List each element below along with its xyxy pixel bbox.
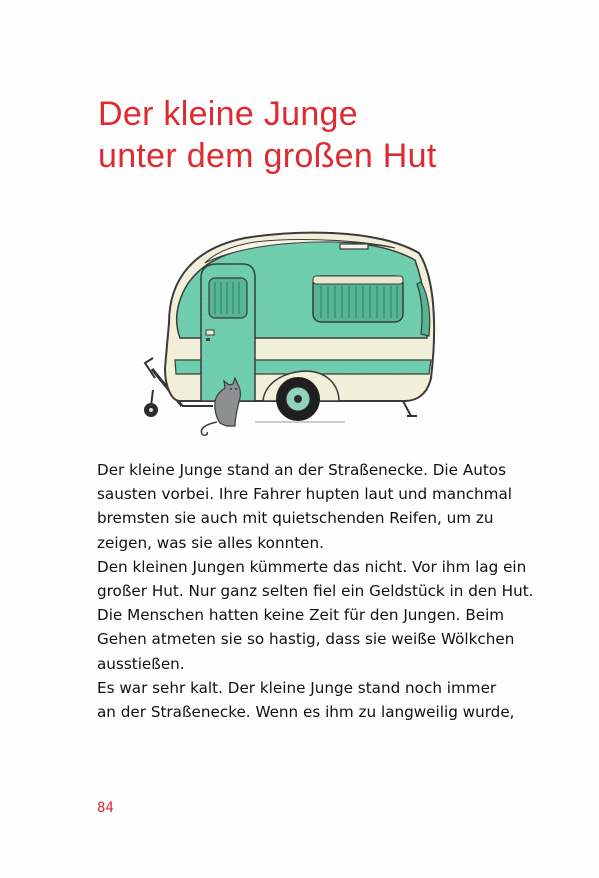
page-number: 84	[97, 800, 114, 816]
story-line: Der kleine Junge stand an der Straßenecke. Die Autos	[97, 461, 507, 479]
story-line: großer Hut. Nur ganz selten fiel ein Geldstück in den Hut.	[97, 582, 534, 601]
story-line: an der Straßenecke. Wenn es ihm zu langweilig wurde,	[97, 703, 515, 722]
title-line-2: unter dem großen Hut	[98, 136, 437, 175]
title-line-1: Der kleine Junge	[98, 94, 358, 133]
page-title	[98, 93, 538, 177]
story-text	[97, 458, 534, 724]
story-line: ausstießen.	[97, 654, 185, 673]
story-line: sausten vorbei. Ihre Fahrer hupten laut und manchmal	[97, 485, 512, 504]
story-line: Den kleinen Jungen kümmerte das nicht. Vor ihm lag ein	[97, 557, 527, 576]
story-line: zeigen, was sie alles konnten.	[97, 533, 324, 552]
caravan-icon	[135, 218, 465, 443]
caravan-illustration	[135, 218, 465, 443]
story-line: Die Menschen hatten keine Zeit für den Jungen. Beim	[97, 606, 505, 625]
story-line: bremsten sie auch mit quietschenden Reifen, um zu	[97, 509, 494, 528]
story-line: Gehen atmeten sie so hastig, dass sie weiße Wölkchen	[97, 630, 515, 649]
story-line: Es war sehr kalt. Der kleine Junge stand noch immer	[97, 678, 497, 697]
